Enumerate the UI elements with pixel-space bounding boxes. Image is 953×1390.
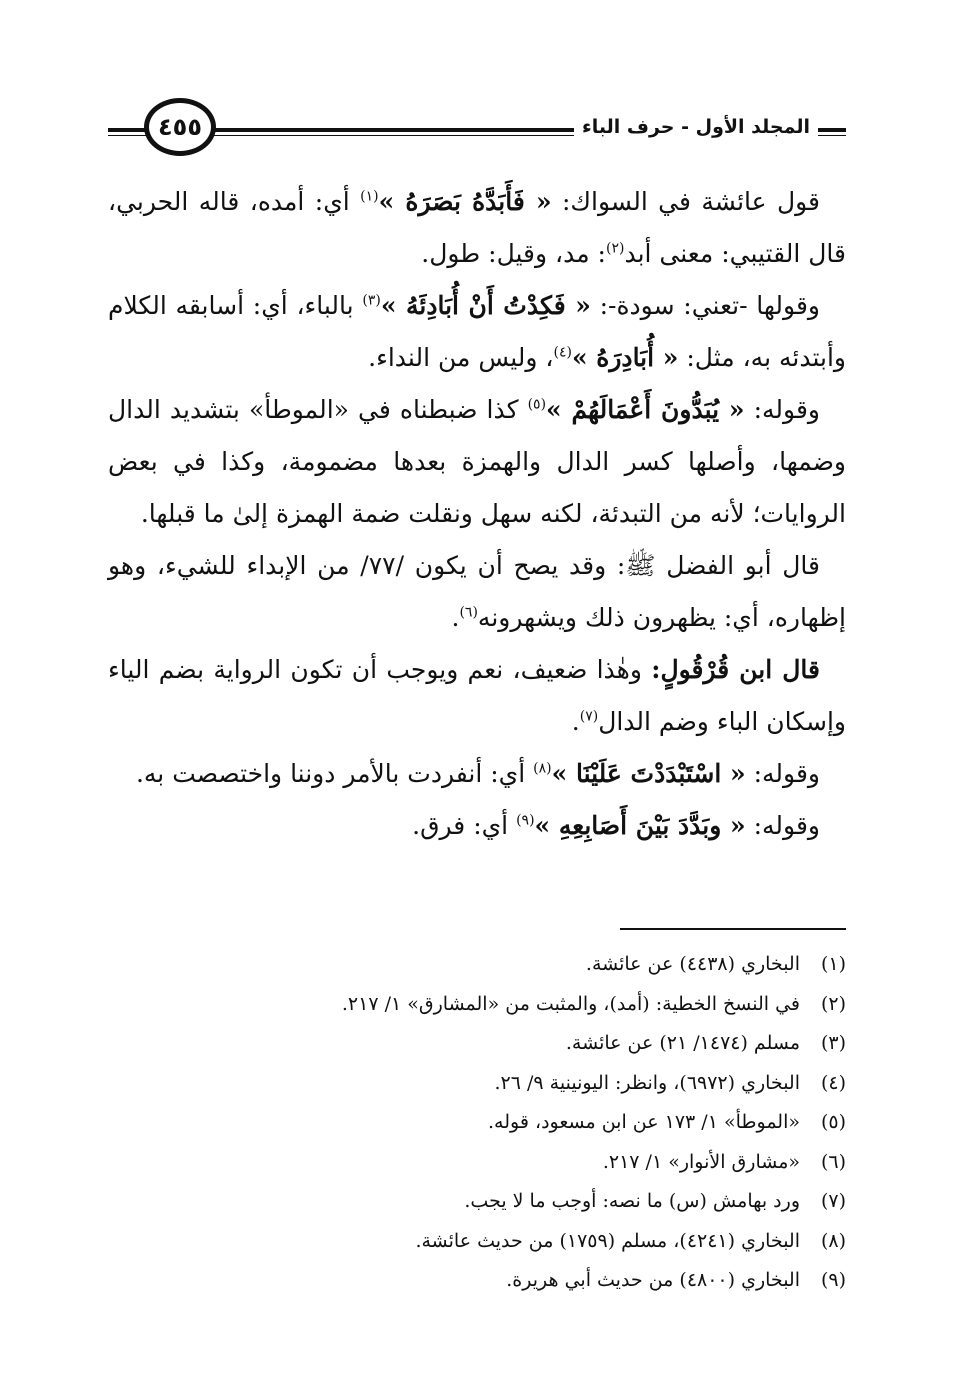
footnote-number: (٧) — [820, 1190, 846, 1212]
footnote-ref: (٦) — [459, 604, 478, 621]
footnote-text: البخاري (٤٨٠٠) من حديث أبي هريرة. — [506, 1269, 800, 1291]
footnote — [108, 1024, 846, 1064]
footnote-text: البخاري (٦٩٧٢)، وانظر: اليونينية ٩/ ٢٦. — [494, 1071, 800, 1094]
footnote-ref: (٩) — [516, 812, 535, 829]
footnote-number: (١) — [820, 953, 846, 975]
author-label: قال ابن قُرْقُولٍ: — [651, 655, 820, 684]
hadith-quote: « فَكِدْتُ أَنْ أُبَادِئَهُ » — [380, 291, 591, 320]
paragraph: قول عائشة في السواك: « فَأَبَدَّهُ بَصَرَهُ »$^{(١)}$ أي: أمده، قاله الحربي، قال القتيبي: معنى أبد$^{(٢)}$: مد، وقيل: طول. — [108, 187, 846, 268]
page-header — [108, 98, 846, 160]
paragraph: وقوله: « وبَدَّدَ بَيْنَ أَصَابِعِهِ »$^{(٩)}$ أي: فرق. — [412, 811, 820, 840]
paragraph: وقوله: « اسْتَبْدَدْتَ عَلَيْنَا »$^{(٨)}$ أي: أنفردت بالأمر دوننا واختصصت به. — [135, 759, 820, 788]
hadith-quote: « وبَدَّدَ بَيْنَ أَصَابِعِهِ » — [534, 811, 746, 840]
footnote-text: مسلم (١٤٧٤/ ٢١) عن عائشة. — [565, 1032, 800, 1054]
footnote-text: في النسخ الخطية: (أمد)، والمثبت من «المشارق» ١/ ٢١٧. — [341, 992, 800, 1015]
footnote-ref: (٥) — [527, 396, 547, 413]
footnote-separator — [620, 928, 846, 930]
footnote-number: (٨) — [820, 1229, 846, 1252]
footnote-ref: (٨) — [533, 760, 552, 777]
footnote-number: (٩) — [820, 1269, 846, 1291]
footnote-text: البخاري (٤٢٤١)، مسلم (١٧٥٩) من حديث عائشة. — [415, 1229, 800, 1252]
footnote-text: «الموطأ» ١/ ١٧٣ عن ابن مسعود، قوله. — [488, 1111, 800, 1133]
footnote-text: «مشارق الأنوار» ١/ ٢١٧. — [602, 1150, 800, 1173]
header-rule-left-thick — [108, 128, 148, 132]
paragraph: قال ابن قُرْقُولٍ: وهٰذا ضعيف، نعم ويوجب أن تكون الرواية بضم الياء وإسكان الباء وضم الدال$^{(٧)}$. — [108, 655, 846, 736]
footnote — [108, 945, 846, 985]
paragraph: قال أبو الفضل ﷺ: وقد يصح أن يكون /٧٧/ من الإبداء للشيء، وهو إظهاره، أي: يظهرون ذلك ويشهرونه$^{(٦)}$. — [108, 551, 846, 632]
header-rule-left-thin — [108, 135, 148, 136]
footnote — [108, 1261, 846, 1301]
footnote — [108, 1103, 846, 1143]
footnote-ref: (٤) — [553, 344, 572, 361]
page-number: ٤٥٥ — [158, 113, 202, 141]
footnote-number: (٤) — [820, 1071, 846, 1094]
hadith-quote: « اسْتَبْدَدْتَ عَلَيْنَا » — [551, 759, 746, 788]
hadith-quote: « أُبَادِرَهُ » — [571, 343, 679, 372]
page-number-ring — [144, 98, 216, 156]
footnote — [108, 985, 846, 1025]
footnote — [108, 1143, 846, 1183]
footnote-ref: (٧) — [579, 708, 599, 725]
footnote-text: ورد بهامش (س) ما نصه: أوجب ما لا يجب. — [464, 1190, 800, 1212]
hadith-quote: « يُبَدُّونَ أَعْمَالَهُمْ » — [546, 395, 745, 424]
footnote-ref: (١) — [360, 188, 379, 205]
hadith-quote: « فَأَبَدَّهُ بَصَرَهُ » — [378, 187, 552, 216]
main-text — [108, 176, 846, 852]
footnote-ref: (٣) — [362, 292, 381, 309]
footnote-number: (٥) — [820, 1111, 846, 1133]
footnote-number: (٦) — [820, 1150, 846, 1173]
footnote-number: (٢) — [820, 992, 846, 1015]
footnotes — [108, 945, 846, 1301]
footnote-text: البخاري (٤٤٣٨) عن عائشة. — [585, 953, 800, 975]
footnote-number: (٣) — [820, 1032, 846, 1054]
footnote-ref: (٢) — [605, 240, 625, 257]
footnote — [108, 1064, 846, 1104]
running-title: المجلد الأول - حرف الباء — [574, 116, 818, 138]
paragraph: وقولها -تعني: سودة-: « فَكِدْتُ أَنْ أُبَادِئَهُ »$^{(٣)}$ بالباء، أي: أسابقه الكلام وأبتدئه به، مثل: « أُبَادِرَهُ »$^{(٤)}$، وليس من النداء. — [108, 291, 846, 372]
paragraph: وقوله: « يُبَدُّونَ أَعْمَالَهُمْ »$^{(٥)}$ كذا ضبطناه في «الموطأ» بتشديد الدال وضمها، وأصلها كسر الدال والهمزة بعدها مضمومة، وكذا في بعض الروايات؛ لأنه من التبدئة، لكنه سهل ونقلت ضمة الهمزة إلىٰ ما قبلها. — [108, 395, 846, 528]
footnote — [108, 1222, 846, 1262]
footnote — [108, 1182, 846, 1222]
